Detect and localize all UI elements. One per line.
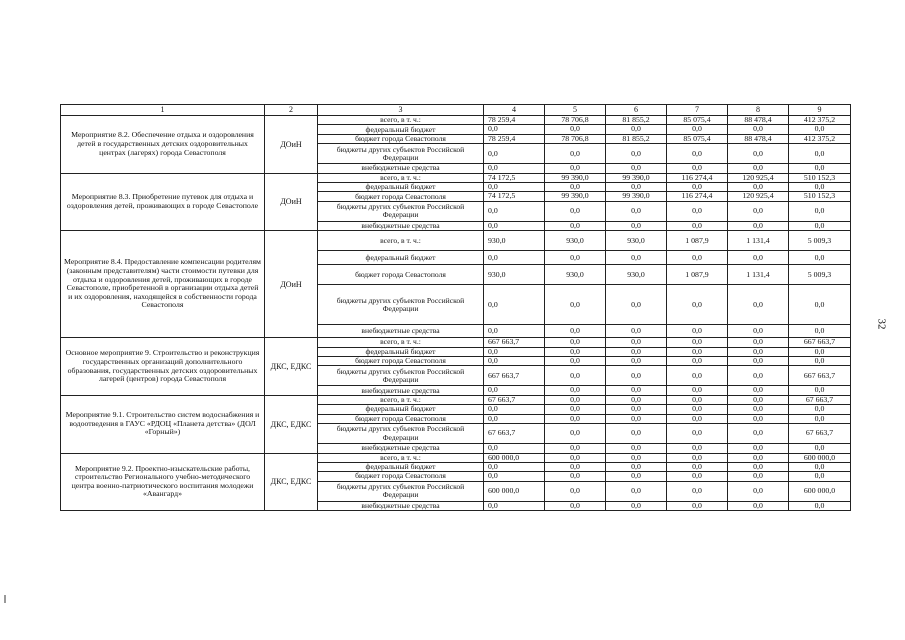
amount-cell: 0,0 <box>606 221 667 230</box>
amount-cell: 930,0 <box>545 265 606 285</box>
col-header-3: 3 <box>318 105 484 116</box>
amount-cell: 0,0 <box>545 444 606 453</box>
funding-source-cell: бюджет города Севастополя <box>318 357 484 366</box>
responsible-executor-cell: ДОиН <box>265 231 318 338</box>
amount-cell: 0,0 <box>667 164 728 173</box>
amount-cell: 116 274,4 <box>667 173 728 182</box>
amount-cell: 0,0 <box>606 338 667 347</box>
amount-cell: 0,0 <box>667 414 728 423</box>
amount-cell: 0,0 <box>667 251 728 265</box>
amount-cell: 0,0 <box>606 395 667 404</box>
amount-cell: 0,0 <box>667 453 728 462</box>
amount-cell: 510 152,3 <box>789 173 851 182</box>
amount-cell: 0,0 <box>484 347 545 356</box>
amount-cell: 0,0 <box>606 405 667 414</box>
amount-cell: 0,0 <box>545 366 606 386</box>
amount-cell: 81 855,2 <box>606 134 667 143</box>
amount-cell: 0,0 <box>728 125 789 134</box>
amount-cell: 0,0 <box>667 395 728 404</box>
amount-cell: 0,0 <box>728 221 789 230</box>
amount-cell: 412 375,2 <box>789 134 851 143</box>
col-header-5: 5 <box>545 105 606 116</box>
amount-cell: 99 390,0 <box>545 173 606 182</box>
table-row <box>61 173 851 182</box>
funding-source-cell: бюджет города Севастополя <box>318 192 484 201</box>
scan-margin-mark <box>4 595 6 603</box>
amount-cell: 0,0 <box>545 472 606 481</box>
col-header-9: 9 <box>789 105 851 116</box>
funding-table-body <box>61 116 851 511</box>
amount-cell: 0,0 <box>545 357 606 366</box>
amount-cell: 0,0 <box>484 357 545 366</box>
amount-cell: 0,0 <box>606 183 667 192</box>
funding-source-cell: внебюджетные средства <box>318 164 484 173</box>
col-header-7: 7 <box>667 105 728 116</box>
amount-cell: 67 663,7 <box>484 395 545 404</box>
col-header-4: 4 <box>484 105 545 116</box>
amount-cell: 600 000,0 <box>789 453 851 462</box>
amount-cell: 0,0 <box>606 414 667 423</box>
amount-cell: 0,0 <box>545 285 606 325</box>
amount-cell: 0,0 <box>667 501 728 510</box>
funding-table-sheet <box>60 104 850 511</box>
amount-cell: 0,0 <box>545 164 606 173</box>
amount-cell: 0,0 <box>728 183 789 192</box>
amount-cell: 0,0 <box>606 366 667 386</box>
amount-cell: 0,0 <box>789 221 851 230</box>
amount-cell: 0,0 <box>728 386 789 395</box>
responsible-executor-cell: ДКС, ЕДКС <box>265 453 318 511</box>
amount-cell: 0,0 <box>545 125 606 134</box>
amount-cell: 0,0 <box>545 453 606 462</box>
amount-cell: 0,0 <box>728 144 789 164</box>
amount-cell: 0,0 <box>728 424 789 444</box>
amount-cell: 0,0 <box>484 501 545 510</box>
activity-name-cell: Мероприятие 9.1. Строительство систем водоснабжения и водоотведения в ГАУС «РДОЦ «Планета детства» (ДОЛ «Горный») <box>61 395 265 453</box>
amount-cell: 0,0 <box>484 285 545 325</box>
amount-cell: 5 009,3 <box>789 231 851 251</box>
amount-cell: 0,0 <box>545 462 606 471</box>
amount-cell: 99 390,0 <box>606 192 667 201</box>
amount-cell: 0,0 <box>728 501 789 510</box>
amount-cell: 0,0 <box>789 501 851 510</box>
amount-cell: 0,0 <box>728 347 789 356</box>
funding-source-cell: внебюджетные средства <box>318 221 484 230</box>
amount-cell: 0,0 <box>728 338 789 347</box>
activity-name-cell: Основное мероприятие 9. Строительство и реконструкция государственных организаций дополнительного образования, государственных детских оздоровительных лагерей (центров) города Севастополя <box>61 338 265 396</box>
amount-cell: 0,0 <box>545 221 606 230</box>
amount-cell: 1 087,9 <box>667 265 728 285</box>
amount-cell: 0,0 <box>545 201 606 221</box>
amount-cell: 0,0 <box>606 201 667 221</box>
amount-cell: 0,0 <box>728 164 789 173</box>
amount-cell: 1 131,4 <box>728 231 789 251</box>
funding-source-cell: внебюджетные средства <box>318 325 484 338</box>
funding-source-cell: бюджеты других субъектов Российской Федерации <box>318 366 484 386</box>
amount-cell: 0,0 <box>667 221 728 230</box>
funding-source-cell: бюджеты других субъектов Российской Федерации <box>318 144 484 164</box>
amount-cell: 78 706,8 <box>545 116 606 125</box>
amount-cell: 116 274,4 <box>667 192 728 201</box>
amount-cell: 78 706,8 <box>545 134 606 143</box>
amount-cell: 0,0 <box>667 325 728 338</box>
amount-cell: 5 009,3 <box>789 265 851 285</box>
amount-cell: 0,0 <box>484 221 545 230</box>
funding-source-cell: федеральный бюджет <box>318 183 484 192</box>
funding-source-cell: бюджет города Севастополя <box>318 265 484 285</box>
amount-cell: 0,0 <box>606 144 667 164</box>
amount-cell: 0,0 <box>606 285 667 325</box>
amount-cell: 1 087,9 <box>667 231 728 251</box>
amount-cell: 0,0 <box>484 386 545 395</box>
funding-source-cell: федеральный бюджет <box>318 125 484 134</box>
funding-source-cell: всего, в т. ч.: <box>318 338 484 347</box>
funding-source-cell: федеральный бюджет <box>318 347 484 356</box>
amount-cell: 0,0 <box>667 285 728 325</box>
activity-name-cell: Мероприятие 8.4. Предоставление компенсации родителям (законным представителям) части стоимости путевки для отдыха и оздоровления детей, проживающих в городе Севастополе, приобретенной в организации отдыха детей и их оздоровления, находящейся в собственности города Севастополя <box>61 231 265 338</box>
amount-cell: 0,0 <box>484 405 545 414</box>
amount-cell: 0,0 <box>606 472 667 481</box>
amount-cell: 0,0 <box>789 386 851 395</box>
amount-cell: 0,0 <box>789 462 851 471</box>
amount-cell: 0,0 <box>484 462 545 471</box>
amount-cell: 0,0 <box>606 125 667 134</box>
amount-cell: 0,0 <box>484 201 545 221</box>
amount-cell: 120 925,4 <box>728 192 789 201</box>
amount-cell: 0,0 <box>545 424 606 444</box>
amount-cell: 600 000,0 <box>484 481 545 501</box>
amount-cell: 0,0 <box>789 325 851 338</box>
funding-source-cell: бюджеты других субъектов Российской Федерации <box>318 285 484 325</box>
amount-cell: 0,0 <box>606 347 667 356</box>
table-row <box>61 453 851 462</box>
amount-cell: 81 855,2 <box>606 116 667 125</box>
amount-cell: 0,0 <box>484 164 545 173</box>
amount-cell: 0,0 <box>545 251 606 265</box>
amount-cell: 67 663,7 <box>484 424 545 444</box>
amount-cell: 0,0 <box>789 414 851 423</box>
table-row <box>61 395 851 404</box>
amount-cell: 67 663,7 <box>789 424 851 444</box>
amount-cell: 0,0 <box>667 462 728 471</box>
amount-cell: 0,0 <box>484 251 545 265</box>
amount-cell: 0,0 <box>484 414 545 423</box>
amount-cell: 0,0 <box>667 424 728 444</box>
amount-cell: 0,0 <box>667 183 728 192</box>
col-header-6: 6 <box>606 105 667 116</box>
activity-name-cell: Мероприятие 8.2. Обеспечение отдыха и оздоровления детей в государственных детских оздоровительных центрах (лагерях) города Севастополя <box>61 116 265 174</box>
funding-source-cell: федеральный бюджет <box>318 462 484 471</box>
amount-cell: 0,0 <box>728 357 789 366</box>
amount-cell: 0,0 <box>606 444 667 453</box>
amount-cell: 0,0 <box>545 501 606 510</box>
amount-cell: 0,0 <box>667 405 728 414</box>
amount-cell: 67 663,7 <box>789 395 851 404</box>
amount-cell: 78 259,4 <box>484 134 545 143</box>
amount-cell: 0,0 <box>728 414 789 423</box>
amount-cell: 0,0 <box>545 183 606 192</box>
amount-cell: 667 663,7 <box>484 338 545 347</box>
amount-cell: 74 172,5 <box>484 192 545 201</box>
funding-table <box>60 104 851 511</box>
amount-cell: 0,0 <box>789 201 851 221</box>
amount-cell: 667 663,7 <box>789 338 851 347</box>
amount-cell: 99 390,0 <box>545 192 606 201</box>
amount-cell: 0,0 <box>789 144 851 164</box>
amount-cell: 0,0 <box>789 164 851 173</box>
amount-cell: 0,0 <box>484 183 545 192</box>
activity-name-cell: Мероприятие 8.3. Приобретение путевок для отдыха и оздоровления детей, проживающих в городе Севастополе <box>61 173 265 231</box>
funding-source-cell: бюджет города Севастополя <box>318 414 484 423</box>
responsible-executor-cell: ДОиН <box>265 173 318 231</box>
col-header-2: 2 <box>265 105 318 116</box>
funding-source-cell: внебюджетные средства <box>318 444 484 453</box>
amount-cell: 0,0 <box>667 144 728 164</box>
table-row <box>61 338 851 347</box>
col-header-1: 1 <box>61 105 265 116</box>
table-row <box>61 116 851 125</box>
funding-source-cell: бюджеты других субъектов Российской Федерации <box>318 201 484 221</box>
amount-cell: 0,0 <box>545 144 606 164</box>
amount-cell: 0,0 <box>545 414 606 423</box>
amount-cell: 78 259,4 <box>484 116 545 125</box>
amount-cell: 0,0 <box>789 405 851 414</box>
amount-cell: 0,0 <box>484 144 545 164</box>
amount-cell: 667 663,7 <box>789 366 851 386</box>
amount-cell: 930,0 <box>484 231 545 251</box>
responsible-executor-cell: ДОиН <box>265 116 318 174</box>
amount-cell: 85 075,4 <box>667 134 728 143</box>
amount-cell: 0,0 <box>667 201 728 221</box>
amount-cell: 0,0 <box>789 347 851 356</box>
amount-cell: 0,0 <box>667 347 728 356</box>
amount-cell: 0,0 <box>789 285 851 325</box>
amount-cell: 0,0 <box>667 472 728 481</box>
amount-cell: 0,0 <box>728 201 789 221</box>
amount-cell: 0,0 <box>667 357 728 366</box>
amount-cell: 0,0 <box>484 472 545 481</box>
amount-cell: 88 478,4 <box>728 116 789 125</box>
amount-cell: 0,0 <box>789 357 851 366</box>
amount-cell: 0,0 <box>545 481 606 501</box>
amount-cell: 0,0 <box>728 366 789 386</box>
activity-name-cell: Мероприятие 9.2. Проектно-изыскательские работы, строительство Регионального учебно-методического центра военно-патриотического воспитания молодежи «Авангард» <box>61 453 265 511</box>
amount-cell: 0,0 <box>667 444 728 453</box>
amount-cell: 0,0 <box>545 395 606 404</box>
amount-cell: 88 478,4 <box>728 134 789 143</box>
amount-cell: 99 390,0 <box>606 173 667 182</box>
amount-cell: 0,0 <box>667 366 728 386</box>
amount-cell: 0,0 <box>728 453 789 462</box>
amount-cell: 0,0 <box>789 125 851 134</box>
amount-cell: 0,0 <box>545 347 606 356</box>
amount-cell: 0,0 <box>606 251 667 265</box>
amount-cell: 0,0 <box>606 481 667 501</box>
column-number-row <box>61 105 851 116</box>
amount-cell: 930,0 <box>606 231 667 251</box>
amount-cell: 0,0 <box>606 462 667 471</box>
amount-cell: 0,0 <box>484 325 545 338</box>
funding-source-cell: бюджеты других субъектов Российской Федерации <box>318 481 484 501</box>
amount-cell: 0,0 <box>545 386 606 395</box>
amount-cell: 0,0 <box>667 386 728 395</box>
funding-source-cell: бюджет города Севастополя <box>318 134 484 143</box>
amount-cell: 1 131,4 <box>728 265 789 285</box>
amount-cell: 0,0 <box>606 164 667 173</box>
amount-cell: 0,0 <box>606 386 667 395</box>
amount-cell: 930,0 <box>606 265 667 285</box>
amount-cell: 0,0 <box>667 125 728 134</box>
amount-cell: 0,0 <box>728 472 789 481</box>
amount-cell: 0,0 <box>606 357 667 366</box>
amount-cell: 412 375,2 <box>789 116 851 125</box>
amount-cell: 0,0 <box>545 405 606 414</box>
amount-cell: 0,0 <box>728 285 789 325</box>
amount-cell: 0,0 <box>728 395 789 404</box>
amount-cell: 0,0 <box>728 444 789 453</box>
amount-cell: 74 172,5 <box>484 173 545 182</box>
col-header-8: 8 <box>728 105 789 116</box>
responsible-executor-cell: ДКС, ЕДКС <box>265 338 318 396</box>
amount-cell: 0,0 <box>728 251 789 265</box>
funding-source-cell: всего, в т. ч.: <box>318 453 484 462</box>
amount-cell: 0,0 <box>728 325 789 338</box>
amount-cell: 0,0 <box>484 444 545 453</box>
amount-cell: 0,0 <box>667 481 728 501</box>
amount-cell: 0,0 <box>789 444 851 453</box>
amount-cell: 600 000,0 <box>484 453 545 462</box>
funding-source-cell: всего, в т. ч.: <box>318 395 484 404</box>
amount-cell: 0,0 <box>484 125 545 134</box>
amount-cell: 0,0 <box>789 183 851 192</box>
amount-cell: 0,0 <box>606 501 667 510</box>
page-number: 32 <box>875 318 888 330</box>
funding-source-cell: всего, в т. ч.: <box>318 116 484 125</box>
funding-source-cell: федеральный бюджет <box>318 405 484 414</box>
amount-cell: 930,0 <box>484 265 545 285</box>
amount-cell: 0,0 <box>606 325 667 338</box>
amount-cell: 510 152,3 <box>789 192 851 201</box>
amount-cell: 85 075,4 <box>667 116 728 125</box>
amount-cell: 930,0 <box>545 231 606 251</box>
amount-cell: 667 663,7 <box>484 366 545 386</box>
amount-cell: 0,0 <box>667 338 728 347</box>
responsible-executor-cell: ДКС, ЕДКС <box>265 395 318 453</box>
funding-source-cell: внебюджетные средства <box>318 501 484 510</box>
amount-cell: 0,0 <box>728 462 789 471</box>
amount-cell: 0,0 <box>728 481 789 501</box>
funding-source-cell: всего, в т. ч.: <box>318 173 484 182</box>
amount-cell: 0,0 <box>606 453 667 462</box>
amount-cell: 0,0 <box>728 405 789 414</box>
funding-source-cell: всего, в т. ч.: <box>318 231 484 251</box>
funding-source-cell: внебюджетные средства <box>318 386 484 395</box>
amount-cell: 0,0 <box>606 424 667 444</box>
table-row <box>61 231 851 251</box>
amount-cell: 0,0 <box>789 251 851 265</box>
amount-cell: 0,0 <box>545 325 606 338</box>
amount-cell: 120 925,4 <box>728 173 789 182</box>
amount-cell: 600 000,0 <box>789 481 851 501</box>
funding-source-cell: бюджеты других субъектов Российской Федерации <box>318 424 484 444</box>
funding-source-cell: бюджет города Севастополя <box>318 472 484 481</box>
amount-cell: 0,0 <box>789 472 851 481</box>
funding-source-cell: федеральный бюджет <box>318 251 484 265</box>
amount-cell: 0,0 <box>545 338 606 347</box>
